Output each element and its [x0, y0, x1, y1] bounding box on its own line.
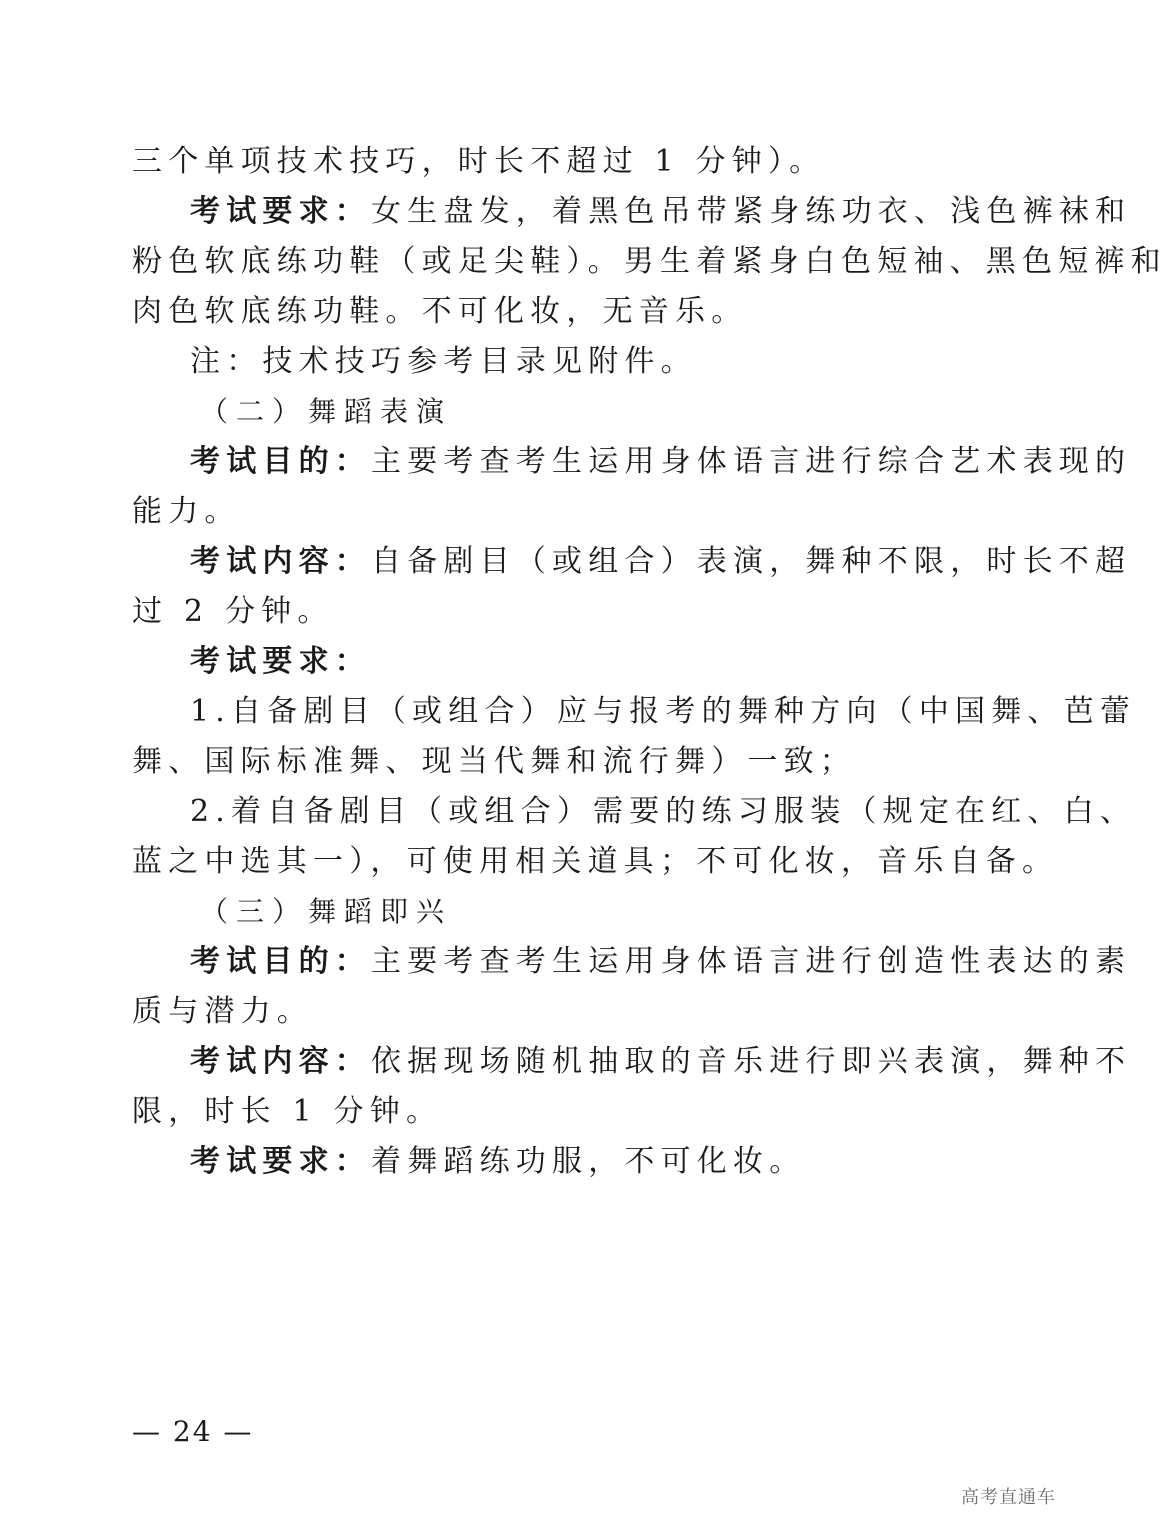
text-line: 粉色软底练功鞋（或足尖鞋）。男生着紧身白色短袖、黑色短裤和	[132, 244, 1167, 279]
s2-requirement-item-1-line-1	[190, 687, 1137, 737]
s2-requirement-label-line	[190, 637, 950, 687]
label-exam-purpose: 考试目的：	[190, 444, 371, 479]
watermark: 高考直通车	[961, 1487, 1056, 1508]
label-exam-content: 考试内容：	[190, 1044, 371, 1079]
s2-requirement-item-2-line-2	[132, 837, 1059, 887]
text-line: 过 2 分钟。	[132, 594, 334, 629]
text-line: 限，时长 1 分钟。	[132, 1094, 443, 1129]
heading-text: （三）舞蹈即兴	[200, 895, 453, 928]
label-exam-requirement: 考试要求：	[190, 644, 371, 679]
label-exam-purpose: 考试目的：	[190, 944, 371, 979]
s2-content-line-1	[190, 537, 1132, 587]
text-line: 注：技术技巧参考目录见附件。	[190, 344, 697, 379]
text-line: 质与潜力。	[132, 994, 313, 1029]
s3-content-line-2	[132, 1087, 950, 1137]
s3-purpose-line-1	[190, 937, 1132, 987]
text-line: 自备剧目（或组合）表演，舞种不限，时长不超	[371, 544, 1132, 579]
section-heading-dance-improvisation	[200, 887, 950, 937]
s2-purpose-line-2	[132, 487, 950, 537]
s2-purpose-line-1	[190, 437, 1132, 487]
s1-note	[190, 337, 950, 387]
s1-requirement-line-3	[132, 287, 950, 337]
text-line: 2.着自备剧目（或组合）需要的练习服装（规定在红、白、	[190, 794, 1137, 829]
s2-requirement-item-2-line-1	[190, 787, 1137, 837]
s2-content-line-2	[132, 587, 950, 637]
text-line: 肉色软底练功鞋。不可化妆，无音乐。	[132, 294, 748, 329]
text-line: 主要考查考生运用身体语言进行综合艺术表现的	[371, 444, 1132, 479]
text-line: 女生盘发，着黑色吊带紧身练功衣、浅色裤袜和	[371, 194, 1132, 229]
heading-text: （二）舞蹈表演	[200, 395, 453, 428]
s1-requirement-line-2	[132, 237, 1167, 287]
text-line: 依据现场随机抽取的音乐进行即兴表演，舞种不	[371, 1044, 1132, 1079]
continued-line	[132, 137, 950, 187]
text-line: 舞、国际标准舞、现当代舞和流行舞）一致；	[132, 744, 856, 779]
s1-requirement-line-1	[190, 187, 1132, 237]
section-heading-dance-performance	[200, 387, 950, 437]
page-number: — 24 —	[132, 1415, 254, 1448]
s3-requirement-line	[190, 1137, 950, 1187]
s2-requirement-item-1-line-2	[132, 737, 950, 787]
text-line: 三个单项技术技巧，时长不超过 1 分钟）。	[132, 144, 826, 179]
label-exam-requirement: 考试要求：	[190, 1144, 371, 1179]
label-exam-content: 考试内容：	[190, 544, 371, 579]
text-line: 蓝之中选其一），可使用相关道具；不可化妆，音乐自备。	[132, 844, 1059, 879]
s3-purpose-line-2	[132, 987, 950, 1037]
text-line: 能力。	[132, 494, 241, 529]
label-exam-requirement: 考试要求：	[190, 194, 371, 229]
text-line: 1.自备剧目（或组合）应与报考的舞种方向（中国舞、芭蕾	[190, 694, 1137, 729]
text-line: 主要考查考生运用身体语言进行创造性表达的素	[371, 944, 1132, 979]
s3-content-line-1	[190, 1037, 1132, 1087]
text-line: 着舞蹈练功服，不可化妆。	[371, 1144, 806, 1179]
